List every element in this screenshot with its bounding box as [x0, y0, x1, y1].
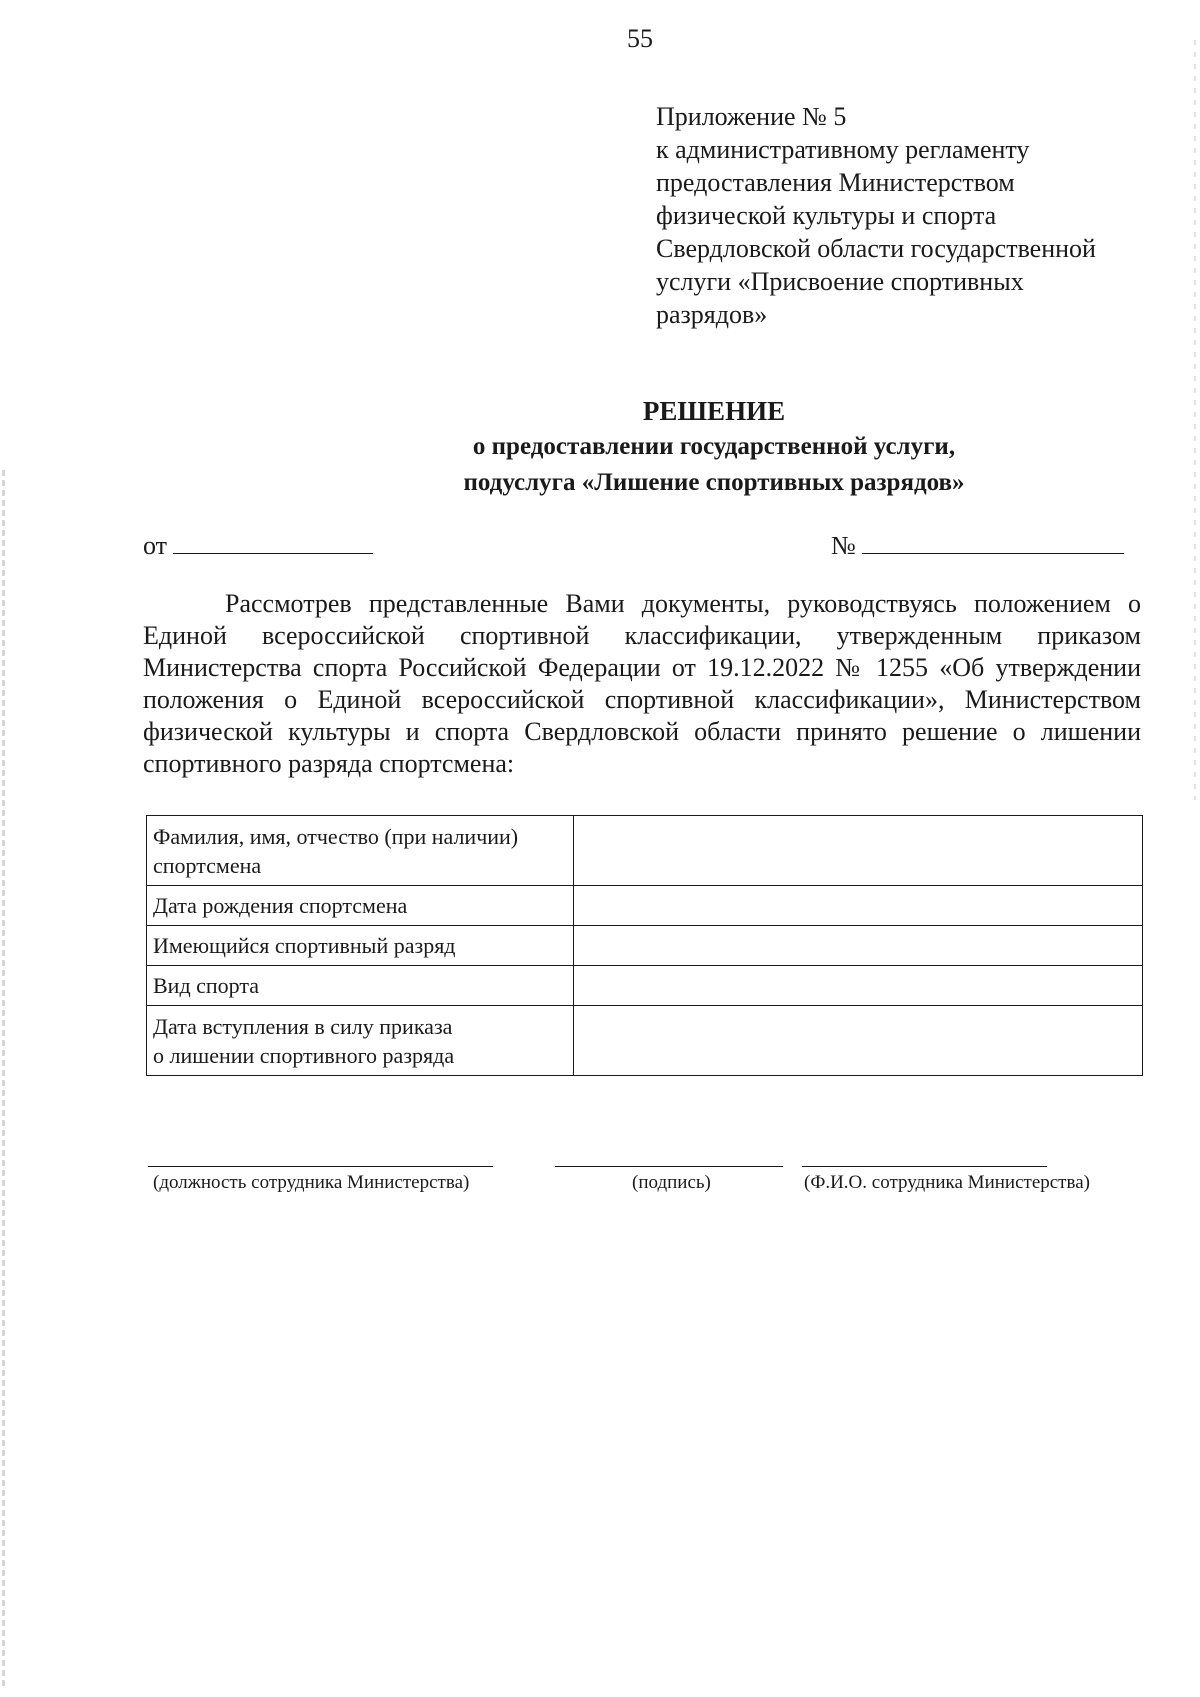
table-label-cell	[147, 966, 574, 1006]
table-value-cell[interactable]	[574, 926, 1143, 966]
label-line: Фамилия, имя, отчество (при наличии)	[153, 823, 519, 849]
table-row	[147, 926, 1143, 966]
label-line: о лишении спортивного разряда	[153, 1042, 455, 1068]
table-label-cell	[147, 1006, 574, 1076]
scan-edge-artifact	[2, 470, 5, 1690]
table-label-cell	[147, 926, 574, 966]
appendix-line: физической культуры и спорта	[656, 201, 997, 230]
label-line: Имеющийся спортивный разряд	[153, 933, 456, 958]
body-paragraph: Рассмотрев представленные Вами документы, руководствуясь положением о Единой всероссийской спортивной классификации, утвержденным приказом Министерства спорта Российской Федерации от 19.12.2022 № 1255 «Об утверждении положения о Единой всероссийской спортивной классификации», Министерством физической культуры и спорта Свердловской области принято решение о лишении спортивного разряда спортсмена:	[143, 589, 1141, 778]
appendix-line: Свердловской области государственной	[656, 234, 1096, 263]
date-field	[143, 527, 373, 561]
appendix-line: к административному регламенту	[656, 135, 1030, 164]
label-line: Вид спорта	[153, 973, 260, 998]
appendix-line: Приложение № 5	[656, 102, 847, 131]
table-value-cell[interactable]	[574, 1006, 1143, 1076]
signature-line[interactable]	[555, 1166, 783, 1167]
date-blank[interactable]	[173, 527, 373, 554]
document-title	[146, 393, 1200, 501]
position-caption: (должность сотрудника Министерства)	[153, 1172, 470, 1193]
appendix-line: предоставления Министерством	[656, 168, 1015, 197]
signature-caption: (подпись)	[632, 1172, 711, 1193]
table-value-cell[interactable]	[574, 886, 1143, 926]
table-row	[147, 1006, 1143, 1076]
table-label-cell	[147, 886, 574, 926]
label-line: Дата рождения спортсмена	[153, 893, 408, 918]
label-line: спортсмена	[153, 852, 262, 878]
label-line: Дата вступления в силу приказа	[153, 1013, 453, 1039]
title-line-2: о предоставлении государственной услуги,	[472, 433, 956, 460]
name-signature-line[interactable]	[802, 1166, 1047, 1167]
position-signature-line[interactable]	[148, 1166, 493, 1167]
table-row	[147, 966, 1143, 1006]
page-number: 55	[627, 24, 653, 53]
appendix-line: разрядов»	[656, 300, 768, 329]
table-row	[147, 886, 1143, 926]
title-line-3: подуслуга «Лишение спортивных разрядов»	[463, 469, 965, 496]
date-label: от	[143, 531, 168, 560]
title-main: РЕШЕНИЕ	[642, 396, 786, 426]
table-value-cell[interactable]	[574, 966, 1143, 1006]
number-label: №	[831, 531, 856, 560]
appendix-line: услуги «Присвоение спортивных	[656, 267, 1024, 296]
table-label-cell	[147, 816, 574, 886]
appendix-header	[656, 100, 1096, 331]
athlete-info-table	[146, 815, 1143, 1076]
number-field	[831, 527, 1124, 561]
table-value-cell[interactable]	[574, 816, 1143, 886]
table-row	[147, 816, 1143, 886]
name-caption: (Ф.И.О. сотрудника Министерства)	[804, 1172, 1090, 1193]
number-blank[interactable]	[862, 527, 1124, 554]
